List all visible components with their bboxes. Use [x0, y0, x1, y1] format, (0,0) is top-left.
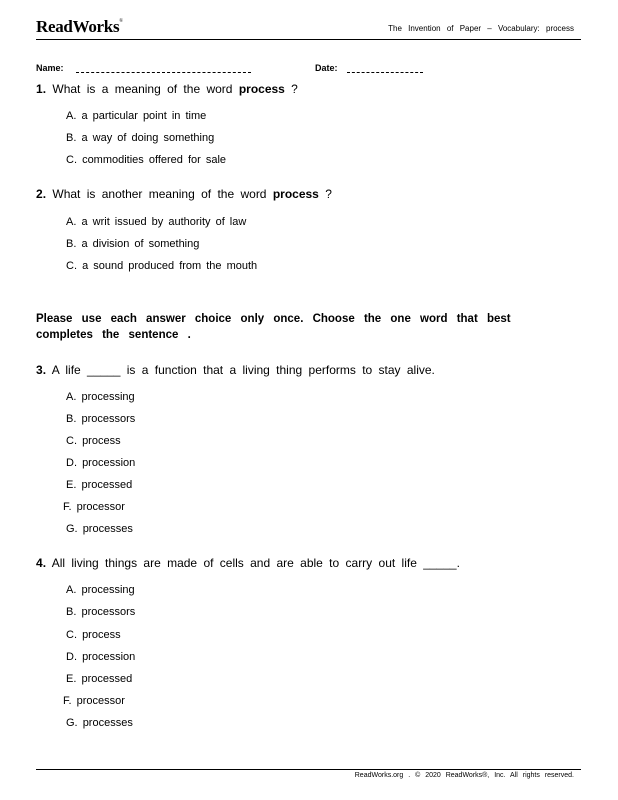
footer-divider: [36, 769, 581, 770]
option-4a[interactable]: A. processing: [66, 584, 135, 596]
option-3c[interactable]: C. process: [66, 435, 121, 447]
question-4: 4. All living things are made of cells and are able to carry out life _____.: [36, 556, 460, 570]
option-3g[interactable]: G. processes: [66, 523, 133, 535]
option-3f[interactable]: F. processor: [63, 501, 125, 513]
option-4d[interactable]: D. procession: [66, 651, 136, 663]
option-4f[interactable]: F. processor: [63, 695, 125, 707]
question-2: 2. What is another meaning of the word process ?: [36, 187, 332, 201]
option-4g[interactable]: G. processes: [66, 717, 133, 729]
date-field[interactable]: [347, 72, 423, 73]
option-1c[interactable]: C. commodities offered for sale: [66, 154, 227, 166]
header-title: The Invention of Paper – Vocabulary: process: [388, 24, 574, 33]
option-2b[interactable]: B. a division of something: [66, 238, 200, 250]
option-1b[interactable]: B. a way of doing something: [66, 132, 215, 144]
option-4b[interactable]: B. processors: [66, 606, 136, 618]
option-3b[interactable]: B. processors: [66, 413, 136, 425]
option-4e[interactable]: E. processed: [66, 673, 133, 685]
readworks-logo: ReadWorks®: [36, 17, 123, 36]
option-3a[interactable]: A. processing: [66, 391, 135, 403]
instruction-text: Please use each answer choice only once. Choose the one word that best completes the sentence .: [36, 313, 511, 341]
name-label: Name:: [36, 63, 64, 73]
option-3e[interactable]: E. processed: [66, 479, 133, 491]
option-1a[interactable]: A. a particular point in time: [66, 110, 207, 122]
header-divider: [36, 39, 581, 40]
option-2c[interactable]: C. a sound produced from the mouth: [66, 260, 258, 272]
name-field[interactable]: [76, 72, 251, 73]
question-1: 1. What is a meaning of the word process ?: [36, 82, 298, 96]
question-3: 3. A life _____ is a function that a living thing performs to stay alive.: [36, 363, 435, 377]
date-label: Date:: [315, 63, 338, 73]
option-2a[interactable]: A. a writ issued by authority of law: [66, 216, 247, 228]
question-keyword: process: [272, 187, 319, 201]
question-keyword: process: [238, 82, 285, 96]
footer-copyright: ReadWorks.org . © 2020 ReadWorks®, Inc. All rights reserved.: [354, 772, 574, 779]
option-3d[interactable]: D. procession: [66, 457, 136, 469]
option-4c[interactable]: C. process: [66, 629, 121, 641]
